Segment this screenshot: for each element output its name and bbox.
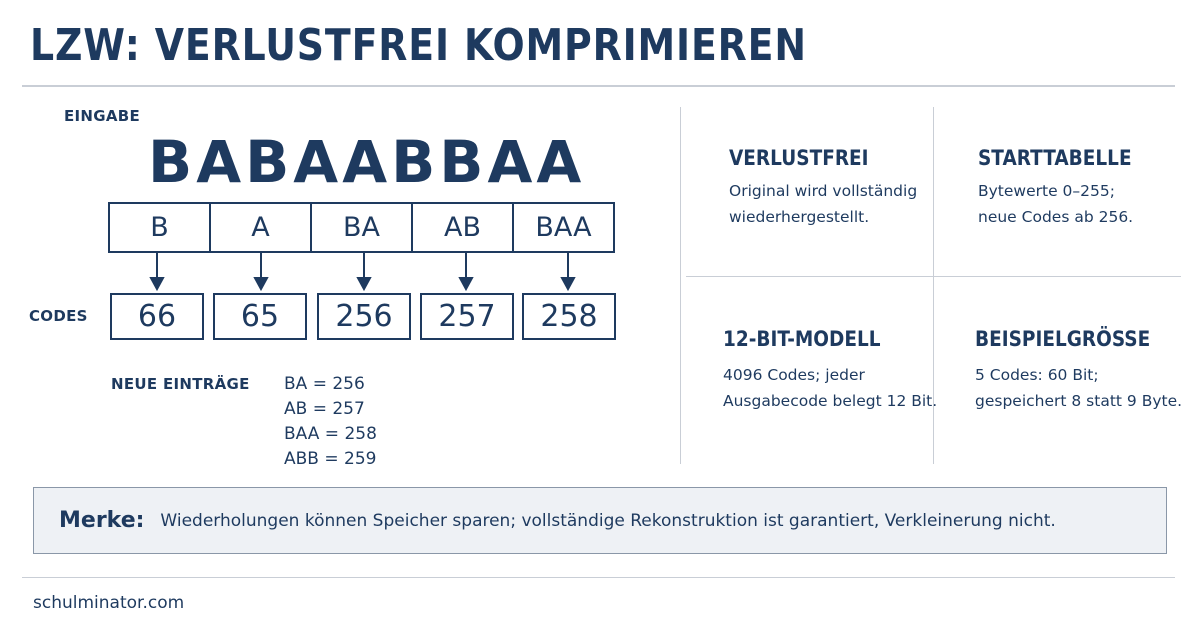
- note-label: Merke:: [59, 508, 145, 533]
- arrow-head: [358, 278, 370, 289]
- list-item: AB = 257: [284, 399, 365, 419]
- segment-box: A: [209, 202, 312, 253]
- title-divider: [22, 85, 1175, 87]
- codes-label: CODES: [29, 307, 88, 325]
- input-label: EINGABE: [64, 107, 141, 125]
- code-box: 258: [522, 293, 616, 340]
- code-box: 65: [213, 293, 307, 340]
- footer-text: schulminator.com: [33, 593, 185, 613]
- card-text: [978, 178, 1133, 230]
- card-text-line: Bytewerte 0–255;: [978, 182, 1115, 200]
- list-item: BA = 256: [284, 374, 365, 394]
- arrow-head: [151, 278, 163, 289]
- new-entries-label: NEUE EINTRÄGE: [111, 375, 250, 393]
- panel-divider-left: [680, 107, 681, 464]
- note-box: [33, 487, 1167, 554]
- arrow-head: [562, 278, 574, 289]
- segment-box: AB: [411, 202, 514, 253]
- card-text: [723, 362, 937, 414]
- card-title: VERLUSTFREI: [729, 146, 869, 170]
- card-text-line: gespeichert 8 statt 9 Byte.: [975, 392, 1183, 410]
- card-text-line: Ausgabecode belegt 12 Bit.: [723, 392, 938, 410]
- list-item: BAA = 258: [284, 424, 377, 444]
- card-text: [975, 362, 1182, 414]
- arrow-head: [255, 278, 267, 289]
- card-text-line: 4096 Codes; jeder: [723, 366, 865, 384]
- card-text-line: neue Codes ab 256.: [978, 208, 1134, 226]
- card-title: BEISPIELGRÖSSE: [975, 327, 1151, 351]
- segment-box: BAA: [512, 202, 615, 253]
- note-text: Wiederholungen können Speicher sparen; vollständige Rekonstruktion ist garantiert, Verkleinerung nicht.: [160, 510, 1056, 531]
- footer-divider: [22, 577, 1175, 578]
- segment-row: [108, 202, 615, 253]
- code-box: 257: [420, 293, 514, 340]
- code-box: 66: [110, 293, 204, 340]
- card-text-line: Original wird vollständig: [729, 182, 918, 200]
- code-box: 256: [317, 293, 411, 340]
- arrow-head: [460, 278, 472, 289]
- new-entries-list: [284, 372, 377, 472]
- card-text: [729, 178, 917, 230]
- card-title: STARTTABELLE: [978, 146, 1132, 170]
- list-item: ABB = 259: [284, 449, 377, 469]
- panel-divider-horizontal: [686, 276, 1181, 277]
- segment-box: BA: [310, 202, 413, 253]
- card-text-line: wiederhergestellt.: [729, 208, 870, 226]
- card-title: 12-BIT-MODELL: [723, 327, 881, 351]
- input-word: BABAABBAA: [148, 128, 586, 196]
- page-title: LZW: VERLUSTFREI KOMPRIMIEREN: [30, 20, 807, 71]
- segment-box: B: [108, 202, 211, 253]
- card-text-line: 5 Codes: 60 Bit;: [975, 366, 1099, 384]
